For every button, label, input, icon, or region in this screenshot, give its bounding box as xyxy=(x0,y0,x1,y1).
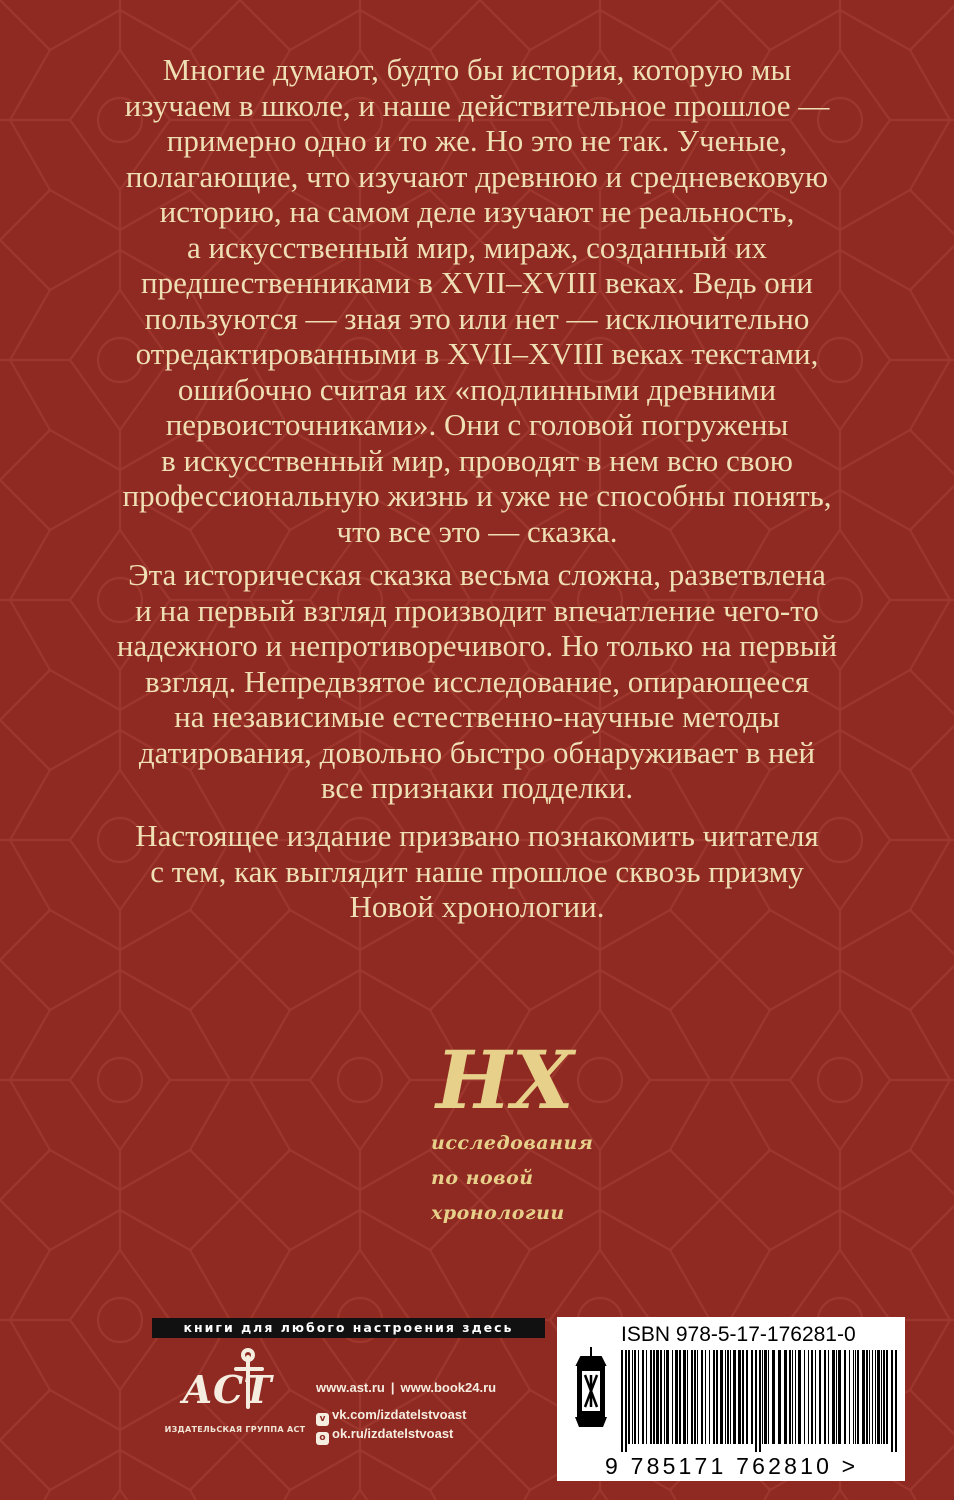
barcode-guard-bar xyxy=(759,1350,761,1452)
site-ast-link[interactable]: www.ast.ru xyxy=(316,1380,385,1395)
blurb-p3-line-2: с тем, как выглядит наше прошлое сквозь призму xyxy=(150,853,804,889)
blurb-p2-line-7: все признаки подделки. xyxy=(320,770,634,805)
barcode-bar xyxy=(660,1350,662,1444)
barcode-bar xyxy=(691,1350,693,1444)
barcode-guard-bar xyxy=(625,1350,627,1452)
blurb-p2-line-6: датирования, довольно быстро обнаруживает в ней xyxy=(138,734,816,770)
isbn-label: ISBN 978-5-17-176281-0 xyxy=(621,1323,856,1346)
barcode-bar xyxy=(853,1350,854,1444)
publisher-slogan: книги для любого настроения здесь xyxy=(152,1318,545,1338)
blurb-p2-line-2: и на первый взгляд производит впечатление чего-то xyxy=(135,592,819,628)
annotation-paragraph-3 xyxy=(60,818,894,925)
barcode-bar xyxy=(656,1350,659,1444)
isbn-barcode-box xyxy=(557,1317,905,1481)
blurb-p1-line-5: историю, на самом деле изучают не реальность, xyxy=(159,194,795,229)
blurb-p1-line-10: ошибочно считая их «подлинными древними xyxy=(177,371,777,407)
blurb-p3-line-3: Новой хронологии. xyxy=(349,889,605,924)
site-book24-link[interactable]: www.book24.ru xyxy=(400,1380,497,1395)
site-separator: | xyxy=(390,1380,395,1395)
blurb-p1-line-8: пользуются — зная это или нет — исключительно xyxy=(144,300,810,336)
barcode-guard-bar xyxy=(891,1350,893,1452)
barcode-bar xyxy=(738,1350,741,1444)
barcode-bar xyxy=(720,1350,723,1444)
annotation-paragraph-2 xyxy=(60,557,894,806)
publisher-sites xyxy=(316,1380,496,1395)
blurb-p1-line-4: полагающие, что изучают древнюю и средневековую xyxy=(125,158,829,194)
barcode-bar xyxy=(855,1350,856,1444)
barcode-bar xyxy=(664,1350,665,1444)
barcode-bar xyxy=(881,1350,882,1444)
barcode-bar xyxy=(838,1350,841,1444)
blurb-p1-line-6: а искусственный мир, мираж, созданный их xyxy=(186,229,768,265)
barcode-bar xyxy=(849,1350,850,1444)
barcode-bar xyxy=(642,1350,644,1444)
barcode-bar xyxy=(789,1350,791,1444)
vk-link-prefix: vk.com/ xyxy=(332,1407,381,1422)
blurb-p2-line-3: надежного и непротиворечивого. Но только на первый xyxy=(116,628,838,663)
blurb-p2-line-4: взгляд. Непредвзятое исследование, опирающееся xyxy=(145,663,809,699)
barcode-bar xyxy=(646,1350,647,1444)
barcode-bar xyxy=(869,1350,870,1444)
barcode-bar xyxy=(634,1350,636,1444)
ast-logo-text: АСТ xyxy=(182,1367,272,1412)
barcode-bar xyxy=(679,1350,681,1444)
barcode xyxy=(619,1350,901,1452)
vk-link-row[interactable] xyxy=(316,1407,466,1426)
barcode-bar xyxy=(886,1350,888,1444)
barcode-bar xyxy=(716,1350,718,1444)
barcode-bar xyxy=(836,1350,837,1444)
barcode-guard-bar xyxy=(755,1350,757,1452)
barcode-bar xyxy=(653,1350,655,1444)
ok-link-prefix: ok.ru/ xyxy=(332,1426,368,1441)
series-logo xyxy=(420,1020,580,1230)
blurb-p1-line-11: первоисточниками». Они с головой погружены xyxy=(165,407,789,442)
barcode-bar xyxy=(883,1350,885,1444)
barcode-bar xyxy=(683,1350,686,1444)
barcode-bar xyxy=(632,1350,633,1444)
barcode-bar xyxy=(819,1350,821,1444)
blurb-p2-line-5: на независимые естественно-научные методы xyxy=(174,699,780,734)
ok-icon: o xyxy=(316,1432,329,1445)
blurb-p1-line-3: примерно одно и то же. Но это не так. Ученые, xyxy=(166,123,788,158)
barcode-bar xyxy=(804,1350,805,1444)
barcode-bar xyxy=(877,1350,880,1444)
publisher-caption: ИЗДАТЕЛЬСКАЯ ГРУППА АСТ xyxy=(164,1425,306,1434)
barcode-bar xyxy=(784,1350,787,1444)
barcode-bar xyxy=(832,1350,835,1444)
blurb-p1-line-9: отредактированными в XVII–XVIII веках текстами, xyxy=(135,336,819,371)
barcode-bar xyxy=(701,1350,703,1444)
barcode-bar xyxy=(675,1350,678,1444)
blurb-p1-line-2: изучаем в школе, и наше действительное прошлое — xyxy=(124,87,830,123)
barcode-bar xyxy=(725,1350,726,1444)
blurb-p3-line-1: Настоящее издание призвано познакомить читателя xyxy=(135,818,819,853)
barcode-bar xyxy=(727,1350,729,1444)
ok-link-handle: izdatelstvoast xyxy=(367,1426,454,1441)
barcode-bar xyxy=(713,1350,715,1444)
barcode-bar xyxy=(672,1350,673,1444)
barcode-bar xyxy=(650,1350,652,1444)
barcode-bar xyxy=(762,1350,763,1444)
blurb-p1-line-7: предшественниками в XVII–XVIII веках. Ведь они xyxy=(141,265,813,300)
barcode-bar xyxy=(628,1350,630,1444)
barcode-bar xyxy=(666,1350,669,1444)
barcode-bar xyxy=(808,1350,809,1444)
blurb-p2-line-1: Эта историческая сказка весьма сложна, разветвлена xyxy=(128,557,826,592)
blurb-p1-line-1: Многие думают, будто бы история, которую мы xyxy=(162,52,792,87)
barcode-bar xyxy=(709,1350,710,1444)
barcode-guard-bar xyxy=(621,1350,623,1452)
barcode-bar xyxy=(778,1350,781,1444)
vk-icon: v xyxy=(316,1413,329,1426)
barcode-bar xyxy=(742,1350,744,1444)
barcode-bar xyxy=(697,1350,698,1444)
barcode-bar xyxy=(795,1350,796,1444)
barcode-bar xyxy=(844,1350,846,1444)
barcode-bar xyxy=(751,1350,753,1444)
barcode-bar xyxy=(857,1350,859,1444)
barcode-bar xyxy=(828,1350,829,1444)
barcode-bar xyxy=(792,1350,793,1444)
barcode-bar xyxy=(866,1350,868,1444)
blurb-p1-line-12: в искусственный мир, проводят в нем всю свою xyxy=(161,442,793,478)
barcode-bar xyxy=(768,1350,769,1444)
barcode-bar xyxy=(824,1350,826,1444)
series-logo-line-2: по новой xyxy=(431,1167,534,1189)
barcode-bar xyxy=(694,1350,696,1444)
ean-digits: 9 785171 762810 > xyxy=(605,1453,859,1479)
series-logo-line-1: исследования xyxy=(431,1132,594,1154)
barcode-bar xyxy=(687,1350,688,1444)
barcode-bar xyxy=(764,1350,767,1444)
ast-logo xyxy=(178,1345,298,1417)
barcode-bar xyxy=(730,1350,731,1444)
barcode-guard-bar xyxy=(895,1350,897,1452)
ok-link-row[interactable] xyxy=(316,1426,453,1445)
barcode-bar xyxy=(705,1350,706,1444)
barcode-bar xyxy=(772,1350,775,1444)
barcode-bar xyxy=(733,1350,736,1444)
barcode-bar xyxy=(862,1350,865,1444)
barcode-bar xyxy=(746,1350,748,1444)
barcode-bar xyxy=(811,1350,813,1444)
barcode-bar xyxy=(815,1350,816,1444)
barcode-bar xyxy=(798,1350,801,1444)
barcode-bar xyxy=(875,1350,876,1444)
series-logo-letters: НХ xyxy=(436,1033,574,1127)
lantern-icon xyxy=(571,1345,611,1437)
series-logo-line-3: хронологии xyxy=(431,1202,565,1224)
annotation-paragraph-1 xyxy=(60,52,894,549)
vk-link-handle: izdatelstvoast xyxy=(380,1407,467,1422)
blurb-p1-line-13: профессиональную жизнь и уже не способны понять, xyxy=(122,478,832,513)
barcode-bar xyxy=(872,1350,873,1444)
blurb-p1-line-14: что все это — сказка. xyxy=(336,513,618,549)
barcode-bar xyxy=(638,1350,639,1444)
